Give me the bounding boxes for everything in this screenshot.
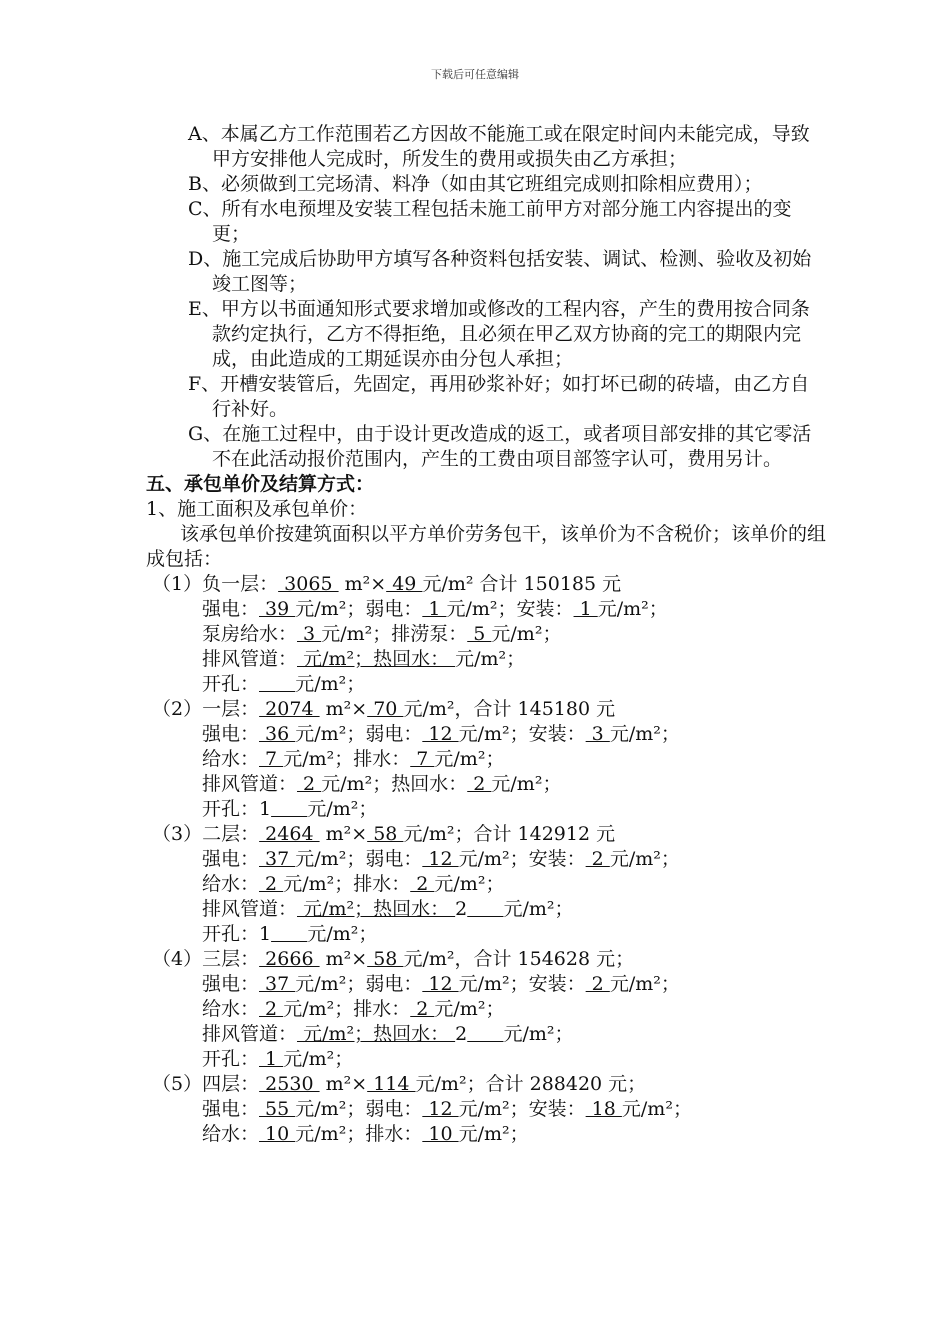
clause-item xyxy=(154,422,826,472)
floor-detail-line: 强电： 55 元/m²；弱电： 12 元/m²；安装： 18 元/m²； xyxy=(202,1098,692,1120)
floor-unit-price: 70 xyxy=(367,698,404,720)
clause-letter: F、 xyxy=(188,373,221,395)
floor-detail-line: 开孔： 1 元/m²； xyxy=(202,1048,354,1070)
floor-detail-line: 强电： 37 元/m²；弱电： 12 元/m²；安装： 2 元/m²； xyxy=(202,973,680,995)
underlined-value: 2 xyxy=(259,998,284,1020)
underlined-value: 7 xyxy=(259,748,284,770)
underlined-value: 39 xyxy=(259,598,296,620)
underlined-value: 7 xyxy=(410,748,435,770)
clause-item xyxy=(154,297,826,372)
underlined-value: 2 xyxy=(467,773,492,795)
clause-text: 开槽安装管后，先固定，再用砂浆补好；如打坏已砌的砖墙，由乙方自行补好。 xyxy=(212,373,810,420)
floor-detail-line: 强电： 39 元/m²；弱电： 1 元/m²；安装： 1 元/m²； xyxy=(202,598,668,620)
underlined-value xyxy=(467,1022,503,1047)
pricing-paragraph: 该承包单价按建筑面积以平方单价劳务包干，该单价为不含税价；该单价的组成包括： xyxy=(146,523,827,570)
clause-list xyxy=(146,122,826,472)
underlined-value: 元/m²；热回水： xyxy=(297,648,456,670)
underlined-value: 2 xyxy=(585,973,610,995)
floor-line: （1）负一层： 3065 m²× 49 元/m² 合计 150185 元 xyxy=(146,573,622,595)
underlined-value: 3 xyxy=(585,723,610,745)
underlined-value xyxy=(467,897,503,922)
clause-text: 所有水电预埋及安装工程包括未施工前甲方对部分施工内容提出的变更； xyxy=(212,198,792,245)
underlined-value: 2 xyxy=(259,873,284,895)
clause-letter: D、 xyxy=(188,248,223,270)
floor-detail-line: 开孔：1 元/m²； xyxy=(202,923,378,945)
underlined-value: 2 xyxy=(585,848,610,870)
section-heading: 五、承包单价及结算方式： xyxy=(146,473,375,495)
clause-letter: E、 xyxy=(188,298,221,320)
underlined-value: 18 xyxy=(585,1098,622,1120)
underlined-value xyxy=(271,922,307,947)
underlined-value: 2 xyxy=(410,998,435,1020)
underlined-value: 36 xyxy=(259,723,296,745)
floor-unit-price: 49 xyxy=(386,573,423,595)
clause-text: 甲方以书面通知形式要求增加或修改的工程内容，产生的费用按合同条款约定执行，乙方不得拒绝，且必须在甲乙双方协商的完工的期限内完成，由此造成的工期延误亦由分包人承担； xyxy=(212,298,810,370)
clause-text: 本属乙方工作范围若乙方因故不能施工或在限定时间内未能完成，导致甲方安排他人完成时，所发生的费用或损失由乙方承担； xyxy=(212,123,810,170)
floor-line: （2）一层： 2074 m²× 70 元/m²，合计 145180 元 xyxy=(146,698,616,720)
underlined-value: 12 xyxy=(422,723,459,745)
underlined-value: 1 xyxy=(259,1048,284,1070)
floor-detail-line: 排风管道： 元/m²；热回水： 元/m²； xyxy=(202,648,526,670)
underlined-value: 12 xyxy=(422,848,459,870)
floor-detail-line: 开孔： 元/m²； xyxy=(202,673,366,695)
underlined-value: 10 xyxy=(422,1123,459,1145)
floor-detail-line: 给水： 2 元/m²；排水： 2 元/m²； xyxy=(202,873,505,895)
clause-item xyxy=(154,372,826,422)
floor-area: 2530 xyxy=(259,1073,320,1095)
floor-unit-price: 114 xyxy=(367,1073,416,1095)
underlined-value: 37 xyxy=(259,973,296,995)
underlined-value: 10 xyxy=(259,1123,296,1145)
floor-detail-line: 强电： 37 元/m²；弱电： 12 元/m²；安装： 2 元/m²； xyxy=(202,848,680,870)
underlined-value: 元/m²；热回水： xyxy=(297,898,456,920)
underlined-value: 2 xyxy=(410,873,435,895)
underlined-value: 3 xyxy=(297,623,322,645)
floor-detail-line: 开孔：1 元/m²； xyxy=(202,798,378,820)
underlined-value: 2 xyxy=(297,773,322,795)
page-header: 下载后可任意编辑 xyxy=(431,68,519,81)
underlined-value: 37 xyxy=(259,848,296,870)
underlined-value: 55 xyxy=(259,1098,296,1120)
underlined-value xyxy=(259,672,295,697)
document-body xyxy=(146,122,826,1147)
floor-detail-line: 排风管道： 元/m²；热回水： 2 元/m²； xyxy=(202,1023,574,1045)
floor-unit-price: 58 xyxy=(367,948,404,970)
floor-area: 2464 xyxy=(259,823,320,845)
underlined-value: 12 xyxy=(422,973,459,995)
floor-detail-line: 排风管道： 元/m²；热回水： 2 元/m²； xyxy=(202,898,574,920)
underlined-value: 5 xyxy=(467,623,492,645)
clause-text: 必须做到工完场清、料净（如由其它班组完成则扣除相应费用）； xyxy=(220,173,763,195)
floor-line: （4）三层： 2666 m²× 58 元/m²，合计 154628 元； xyxy=(146,948,635,970)
clause-letter: G、 xyxy=(188,423,223,445)
clause-letter: B、 xyxy=(188,173,221,195)
floor-line: （3）二层： 2464 m²× 58 元/m²；合计 142912 元 xyxy=(146,823,616,845)
clause-item xyxy=(154,122,826,172)
floor-detail-line: 给水： 10 元/m²；排水： 10 元/m²； xyxy=(202,1123,529,1145)
clause-text: 施工完成后协助甲方填写各种资料包括安装、调试、检测、验收及初始竣工图等； xyxy=(212,248,812,295)
floor-detail-line: 泵房给水： 3 元/m²；排涝泵： 5 元/m²； xyxy=(202,623,562,645)
floor-area: 2666 xyxy=(259,948,320,970)
clause-letter: C、 xyxy=(188,198,222,220)
subsection-heading: 1、施工面积及承包单价： xyxy=(146,498,368,520)
underlined-value: 元/m²；热回水： xyxy=(297,1023,456,1045)
underlined-value: 1 xyxy=(573,598,598,620)
floor-detail-line: 排风管道： 2 元/m²；热回水： 2 元/m²； xyxy=(202,773,562,795)
underlined-value: 1 xyxy=(422,598,447,620)
floor-line: （5）四层： 2530 m²× 114 元/m²；合计 288420 元； xyxy=(146,1073,647,1095)
floor-unit-price: 58 xyxy=(367,823,404,845)
underlined-value: 12 xyxy=(422,1098,459,1120)
clause-item xyxy=(154,197,826,247)
floor-detail-line: 强电： 36 元/m²；弱电： 12 元/m²；安装： 3 元/m²； xyxy=(202,723,680,745)
floor-detail-line: 给水： 2 元/m²；排水： 2 元/m²； xyxy=(202,998,505,1020)
floor-area: 3065 xyxy=(278,573,339,595)
clause-item xyxy=(154,247,826,297)
floor-pricing-list xyxy=(146,572,826,1147)
underlined-value xyxy=(271,797,307,822)
floor-detail-line: 给水： 7 元/m²；排水： 7 元/m²； xyxy=(202,748,505,770)
clause-letter: A、 xyxy=(188,123,221,145)
clause-item xyxy=(154,172,826,197)
floor-area: 2074 xyxy=(259,698,320,720)
clause-text: 在施工过程中，由于设计更改造成的返工，或者项目部安排的其它零活不在此活动报价范围内，产生的工费由项目部签字认可，费用另计。 xyxy=(212,423,812,470)
